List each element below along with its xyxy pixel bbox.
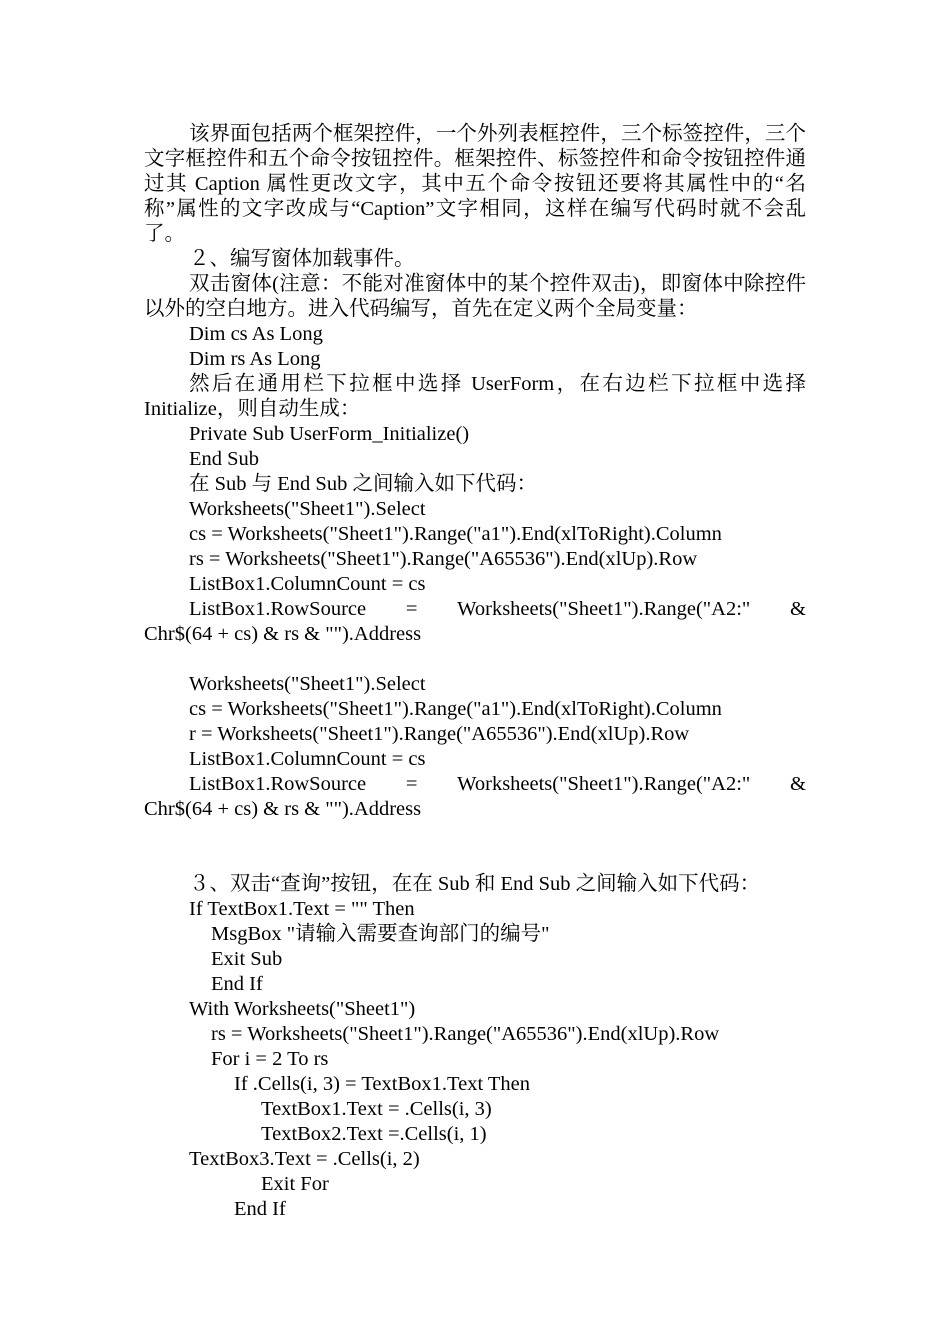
code-token: & [790, 598, 806, 620]
code-line: rs = Worksheets("Sheet1").Range("A65536").End(xlUp).Row [189, 548, 698, 570]
code-line: End If [211, 973, 263, 995]
code-line: TextBox3.Text = .Cells(i, 2) [189, 1148, 420, 1170]
code-line: End Sub [189, 448, 260, 470]
blank-line [144, 822, 806, 872]
code-line: For i = 2 To rs [211, 1048, 329, 1070]
code-line: Worksheets("Sheet1").Select [189, 498, 426, 520]
code-line: cs = Worksheets("Sheet1").Range("a1").End(xlToRight).Column [189, 523, 722, 545]
code-line: ListBox1.ColumnCount = cs [189, 573, 426, 595]
code-token: ListBox1.RowSource [189, 773, 367, 795]
intro-paragraph: 该界面包括两个框架控件，一个外列表框控件，三个标签控件，三个文字框控件和五个命令按钮控件。框架控件、标签控件和命令按钮控件通过其 Caption 属性更改文字，其中五个命令按钮还要将其属性中的“名称”属性的文字改成与“Caption”文字相同，这样在编写代码时就不会乱了。 [144, 123, 806, 245]
code-token: Worksheets("Sheet1").Range("A2:" [457, 773, 751, 795]
code-line: With Worksheets("Sheet1") [189, 998, 416, 1020]
code-line: Private Sub UserForm_Initialize() [189, 423, 470, 445]
code-token: & [790, 773, 806, 795]
code-line: cs = Worksheets("Sheet1").Range("a1").End(xlToRight).Column [189, 698, 722, 720]
code-line: Dim cs As Long [189, 323, 323, 345]
code-line: r = Worksheets("Sheet1").Range("A65536").End(xlUp).Row [189, 723, 690, 745]
between-description: 在 Sub 与 End Sub 之间输入如下代码： [189, 473, 537, 495]
code-line: If .Cells(i, 3) = TextBox1.Text Then [234, 1073, 531, 1095]
code-line: Chr$(64 + cs) & rs & "").Address [144, 623, 422, 645]
document-body [144, 122, 806, 1222]
code-line-justified [144, 772, 806, 797]
code-line: TextBox2.Text =.Cells(i, 1) [261, 1123, 487, 1145]
code-line: Exit Sub [211, 948, 283, 970]
code-token: Worksheets("Sheet1").Range("A2:" [457, 598, 751, 620]
blank-line [144, 647, 806, 672]
code-line: Exit For [261, 1173, 329, 1195]
code-line: Worksheets("Sheet1").Select [189, 673, 426, 695]
step2-description: 双击窗体(注意：不能对准窗体中的某个控件双击)，即窗体中除控件以外的空白地方。进入代码编写，首先在定义两个全局变量： [144, 273, 806, 320]
code-token: = [405, 598, 418, 620]
code-token: = [405, 773, 418, 795]
code-line: If TextBox1.Text = "" Then [189, 898, 415, 920]
code-line: End If [234, 1198, 286, 1220]
step3-title: ３、双击“查询”按钮，在在 Sub 和 End Sub 之间输入如下代码： [189, 873, 761, 895]
code-line: TextBox1.Text = .Cells(i, 3) [261, 1098, 492, 1120]
code-line-justified [144, 597, 806, 622]
code-line: rs = Worksheets("Sheet1").Range("A65536").End(xlUp).Row [211, 1023, 720, 1045]
code-token: ListBox1.RowSource [189, 598, 367, 620]
code-line: Dim rs As Long [189, 348, 321, 370]
step2-title: ２、编写窗体加载事件。 [189, 248, 415, 270]
select-description: 然后在通用栏下拉框中选择 UserForm，在右边栏下拉框中选择 Initialize，则自动生成： [144, 373, 806, 420]
code-line: Chr$(64 + cs) & rs & "").Address [144, 798, 422, 820]
code-line: ListBox1.ColumnCount = cs [189, 748, 426, 770]
code-line: MsgBox "请输入需要查询部门的编号" [211, 923, 550, 945]
